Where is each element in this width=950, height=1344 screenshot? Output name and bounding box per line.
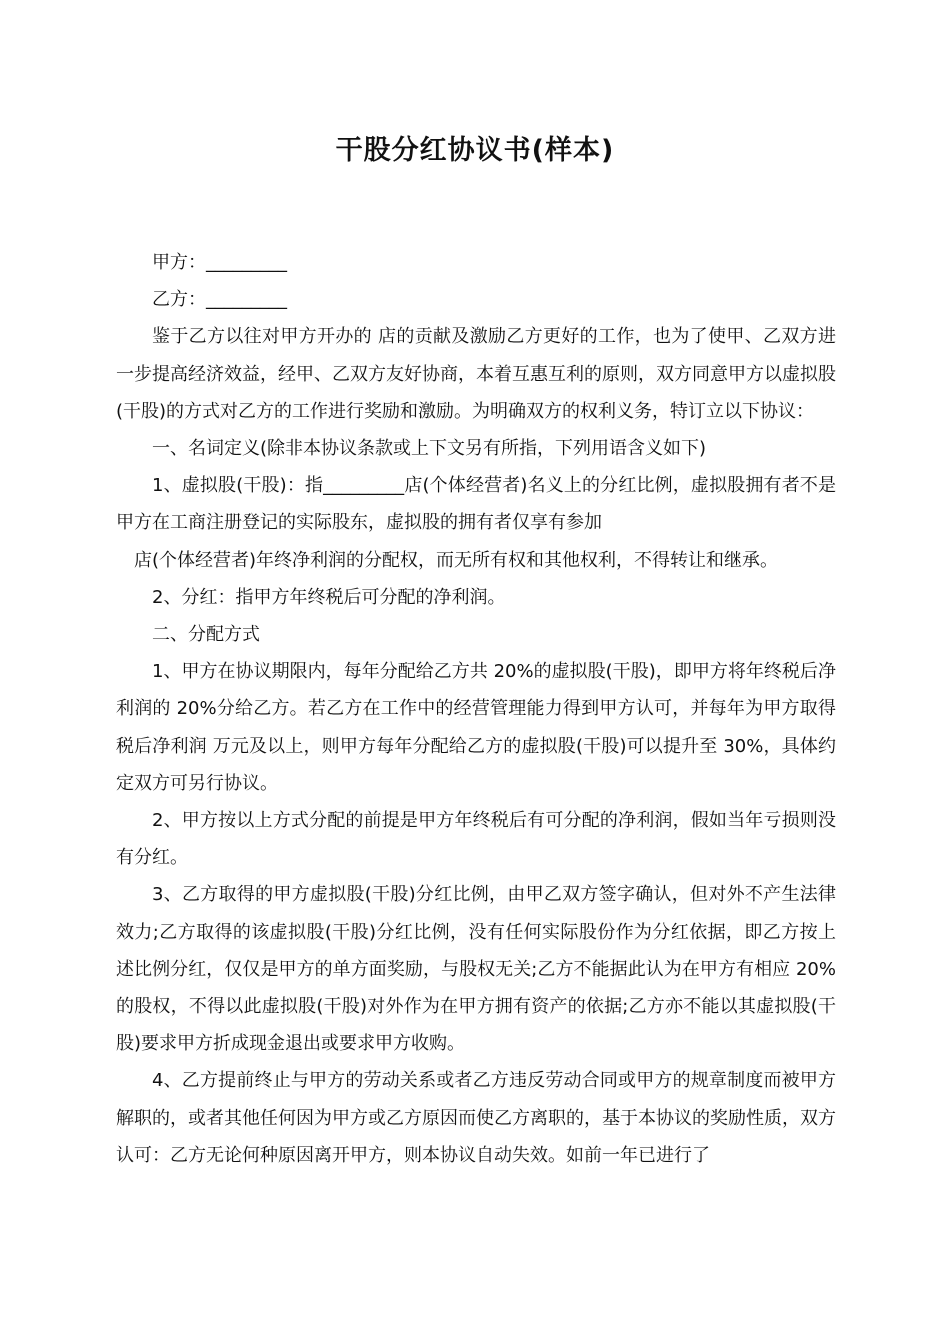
document-title: 干股分红协议书(样本)	[335, 135, 615, 166]
preamble-paragraph: 鉴于乙方以往对甲方开办的 店的贡献及激励乙方更好的工作，也为了使甲、乙双方进一步提高经济效益，经甲、乙双方友好协商，本着互惠互利的原则，双方同意甲方以虚拟股(干股)的方式对乙方的工作进行奖励和激励。为明确双方的权利义务，特订立以下协议：	[116, 326, 836, 422]
document-body	[116, 244, 836, 1174]
clause-distribution-2: 2、甲方按以上方式分配的前提是甲方年终税后有可分配的净利润，假如当年亏损则没有分红。	[116, 810, 836, 869]
clause-distribution-1: 1、甲方在协议期限内，每年分配给乙方共 20%的虚拟股(干股)，即甲方将年终税后净利润的 20%分给乙方。若乙方在工作中的经营管理能力得到甲方认可，并每年为甲方取得税后净利润 万元及以上，则甲方每年分配给乙方的虚拟股(干股)可以提升至 30%，具体约定双方可另行协议。	[116, 661, 836, 794]
clause-virtual-share-continued: 店(个体经营者)年终净利润的分配权，而无所有权和其他权利，不得转让和继承。	[134, 549, 779, 571]
clause-distribution-3: 3、乙方取得的甲方虚拟股(干股)分红比例，由甲乙双方签字确认，但对外不产生法律效力;乙方取得的该虚拟股(干股)分红比例，没有任何实际股份作为分红依据，即乙方按上述比例分红，仅仅是甲方的单方面奖励，与股权无关;乙方不能据此认为在甲方有相应 20%的股权，不得以此虚拟股(干股)对外作为在甲方拥有资产的依据;乙方亦不能以其虚拟股(干股)要求甲方折成现金退出或要求甲方收购。	[116, 884, 836, 1055]
party-a-line: 甲方：_________	[152, 252, 287, 273]
section-heading-distribution: 二、分配方式	[152, 624, 260, 646]
section-heading-definitions: 一、名词定义(除非本协议条款或上下文另有所指，下列用语含义如下)	[152, 438, 707, 460]
clause-virtual-share: 1、虚拟股(干股)：指_________店(个体经营者)名义上的分红比例，虚拟股拥有者不是甲方在工商注册登记的实际股东，虚拟股的拥有者仅享有参加	[116, 475, 836, 534]
clause-distribution-4: 4、乙方提前终止与甲方的劳动关系或者乙方违反劳动合同或甲方的规章制度而被甲方解职的，或者其他任何因为甲方或乙方原因而使乙方离职的，基于本协议的奖励性质，双方认可：乙方无论何种原因离开甲方，则本协议自动失效。如前一年已进行了	[116, 1070, 836, 1166]
party-b-line: 乙方：_________	[152, 289, 287, 311]
clause-dividend: 2、分红：指甲方年终税后可分配的净利润。	[152, 586, 506, 608]
